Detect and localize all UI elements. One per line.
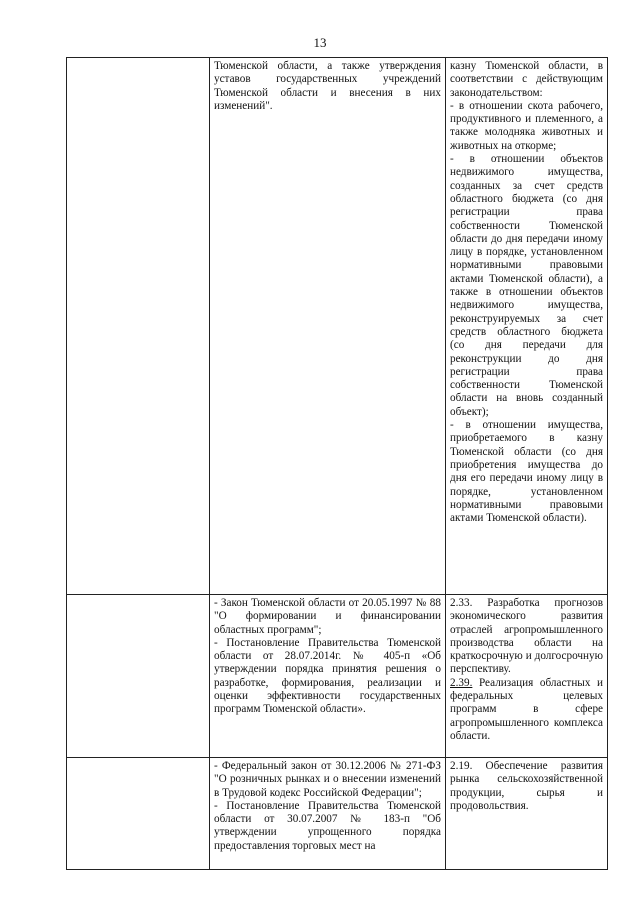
legal-paragraph: - Закон Тюменской области от 20.05.1997 № 88 "О формировании и финансировании областных программ"; xyxy=(214,597,441,636)
task-paragraph: 2.33. Разработка прогнозов экономического развития отраслей агропромышленного производства области на краткосрочную и долгосрочную перспективу. xyxy=(450,597,603,676)
task-paragraph: - в отношении имущества, приобретаемого в казну Тюменской области (со дня приобретения имущества до дня его передачи иному лицу в порядке, установленном нормативными правовыми актами Тюменской области). xyxy=(450,419,603,525)
empty-cell xyxy=(67,58,210,595)
task-cell xyxy=(446,758,608,870)
legal-paragraph: - Федеральный закон от 30.12.2006 № 271-ФЗ "О розничных рынках и о внесении изменений в Трудовой кодекс Российской Федерации"; xyxy=(214,760,441,799)
table-row xyxy=(67,58,608,595)
page-number: 13 xyxy=(313,35,327,50)
functions-table xyxy=(66,57,608,870)
legal-basis-cell xyxy=(210,595,446,758)
task-paragraph xyxy=(450,677,603,743)
legal-basis-cell xyxy=(210,758,446,870)
task-cell xyxy=(446,58,608,595)
task-paragraph: - в отношении скота рабочего, продуктивного и племенного, а также молодняка животных и животных на откорме; xyxy=(450,99,603,152)
task-paragraph: - в отношении объектов недвижимого имущества, созданных за счет средств областного бюджета (со дня регистрации права собственности Тюменской области до дня передачи иному лицу в порядке, установленном нормативными правовыми актами Тюменской области), а также в отношении объектов недвижимого имущества, реконструируемых за счет средств областного бюджета (со дня передачи для реконструкции до дня регистрации права собственности Тюменской области на вновь созданный объект); xyxy=(450,153,603,418)
legal-basis-cell xyxy=(210,58,446,595)
table-row xyxy=(67,595,608,758)
task-paragraph: казну Тюменской области, в соответствии с действующим законодательством: xyxy=(450,60,603,99)
task-cell xyxy=(446,595,608,758)
empty-cell xyxy=(67,758,210,870)
legal-paragraph: - Постановление Правительства Тюменской области от 28.07.2014г. № 405-п «Об утверждении порядка принятия решения о разработке, формирования, реализации и оценки эффективности государственных программ Тюменской области». xyxy=(214,636,441,716)
task-number-underlined: 2.39. xyxy=(450,676,473,689)
legal-paragraph: - Постановление Правительства Тюменской области от 30.07.2007 № 183-п "Об утверждении упрощенного порядка предоставления торговых мест на xyxy=(214,799,441,852)
empty-cell xyxy=(67,595,210,758)
task-paragraph: 2.19. Обеспечение развития рынка сельскохозяйственной продукции, сырья и продовольствия. xyxy=(450,760,603,812)
legal-paragraph: Тюменской области, а также утверждения уставов государственных учреждений Тюменской области и внесения в них изменений". xyxy=(214,60,441,112)
task-text: Реализация областных и федеральных целевых программ в сфере агропромышленного комплекса области. xyxy=(450,676,604,742)
table-row xyxy=(67,758,608,870)
